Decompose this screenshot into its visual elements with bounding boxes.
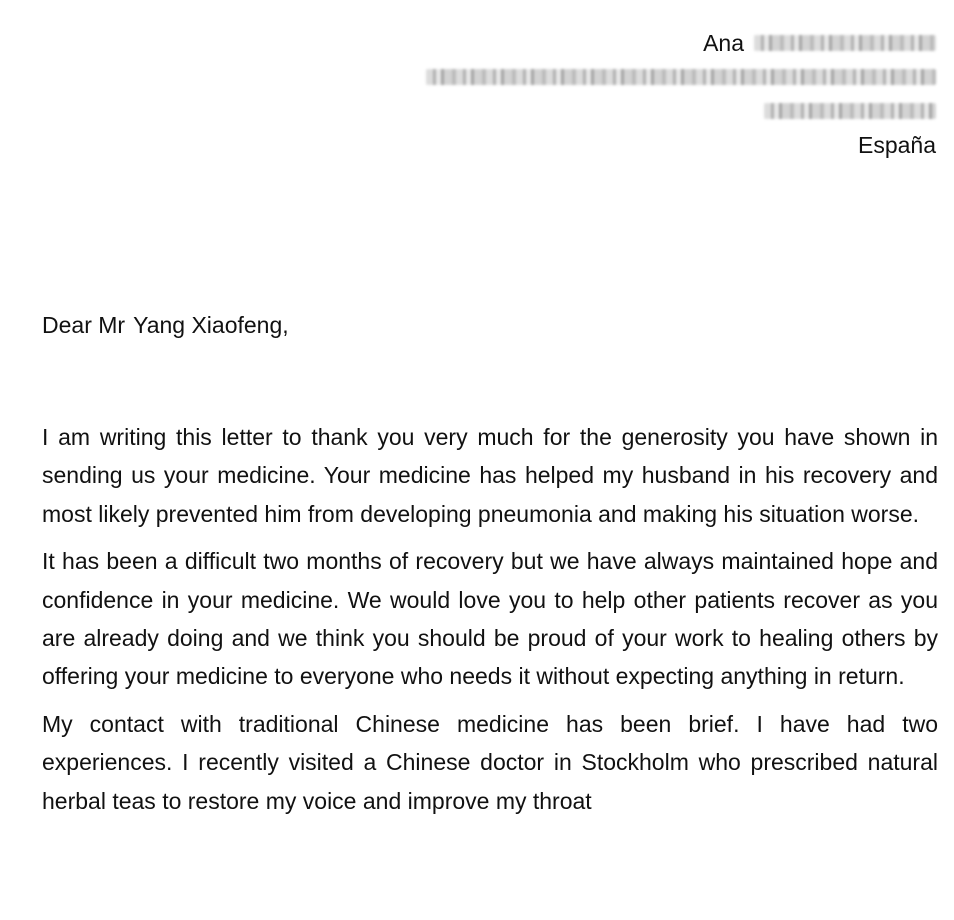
body-paragraph-1: I am writing this letter to thank you very much for the generosity you have shown in sending us your medicine. Your medicine has helped my husband in his recovery and most likely prevented him from developing pneumonia and making his situation worse. xyxy=(42,424,938,527)
sender-postal-line xyxy=(426,94,936,128)
sender-name-line xyxy=(426,26,936,60)
sender-country-line xyxy=(426,128,936,162)
redacted-surname xyxy=(754,35,936,51)
body-paragraph-3: My contact with traditional Chinese medicine has been brief. I have had two experiences. I recently visited a Chinese doctor in Stockholm who prescribed natural herbal teas to restore my voice and improve my throat xyxy=(42,710,938,814)
body-paragraph-2: It has been a difficult two months of recovery but we have always maintained hope and confidence in your medicine. We would love you to help other patients recover as you are already doing and we think you should be proud of your work to healing others by offering your medicine to everyone who needs it without expecting anything in return. xyxy=(42,548,938,690)
sender-first-name: Ana xyxy=(703,30,744,56)
letter-body xyxy=(42,418,938,829)
recipient-name: Yang Xiaofeng, xyxy=(133,312,289,338)
salutation-prefix: Dear Mr xyxy=(42,312,126,338)
salutation xyxy=(42,308,289,342)
redacted-street-address xyxy=(426,69,936,85)
redacted-postal-code xyxy=(764,103,936,119)
sender-street-line xyxy=(426,60,936,94)
sender-address-block xyxy=(426,26,936,162)
sender-country: España xyxy=(857,132,936,158)
